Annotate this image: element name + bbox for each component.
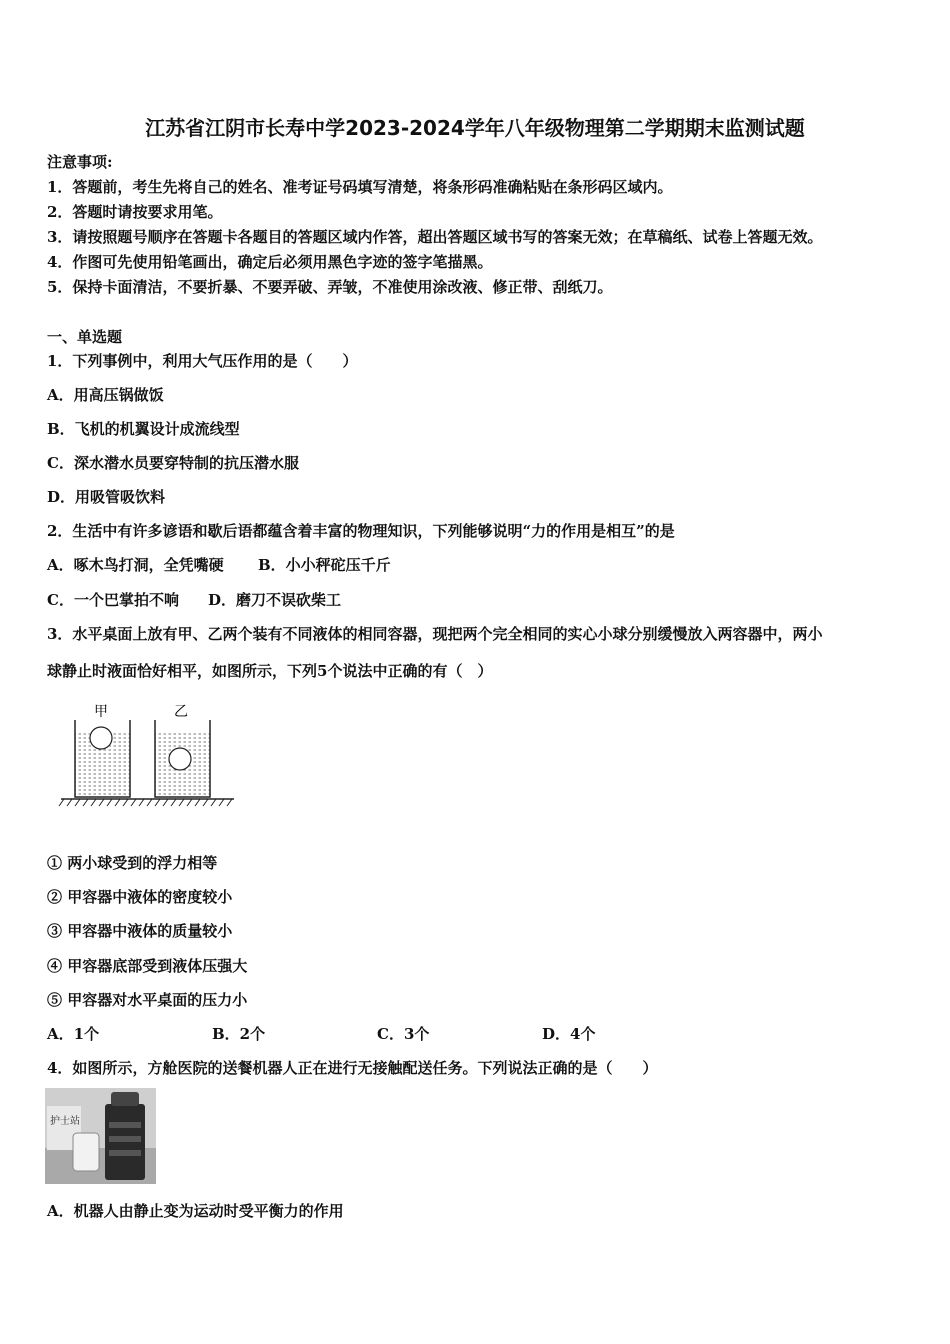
- q1-option-a: A．用高压锅做饭: [47, 386, 164, 404]
- question-3-stem: 3．水平桌面上放有甲、乙两个装有不同液体的相同容器，现把两个完全相同的实心小球分别缓慢放入两容器中，两小: [47, 625, 823, 643]
- notice-item: 5．保持卡面清洁，不要折暴、不要弄破、弄皱，不准使用涂改液、修正带、刮纸刀。: [47, 278, 613, 296]
- q3-statement-1: ① 两小球受到的浮力相等: [47, 854, 218, 872]
- q2-option-b: B．小小秤砣压千斤: [258, 556, 391, 574]
- question-4-stem: 4．如图所示，方舱医院的送餐机器人正在进行无接触配送任务。下列说法正确的是（ ）: [47, 1059, 658, 1077]
- page-title: 江苏省江阴市长寿中学2023-2024学年八年级物理第二学期期末监测试题: [145, 116, 805, 140]
- q4-option-a: A．机器人由静止变为运动时受平衡力的作用: [47, 1202, 344, 1220]
- q3-statement-4: ④ 甲容器底部受到液体压强大: [47, 957, 248, 975]
- container-label-yi: 乙: [174, 704, 188, 720]
- q3-statement-5: ⑤ 甲容器对水平桌面的压力小: [47, 991, 248, 1009]
- container-label-jia: 甲: [94, 704, 108, 720]
- notice-item: 2．答题时请按要求用笔。: [47, 203, 223, 221]
- q1-option-b: B．飞机的机翼设计成流线型: [47, 420, 240, 438]
- question-3-stem-cont: 球静止时液面恰好相平，如图所示，下列5个说法中正确的有（ ）: [47, 662, 493, 680]
- q3-option-d: D．4个: [542, 1025, 596, 1043]
- q3-statement-2: ② 甲容器中液体的密度较小: [47, 888, 233, 906]
- question-2-stem: 2．生活中有许多谚语和歇后语都蕴含着丰富的物理知识，下列能够说明“力的作用是相互”的是: [47, 522, 675, 540]
- ball-jia: [90, 727, 112, 749]
- q3-option-b: B．2个: [212, 1025, 266, 1043]
- q2-option-c: C．一个巴掌拍不响: [47, 591, 179, 609]
- notice-item: 3．请按照题号顺序在答题卡各题目的答题区域内作答，超出答题区域书写的答案无效；在草稿纸、试卷上答题无效。: [47, 228, 823, 246]
- q3-statement-3: ③ 甲容器中液体的质量较小: [47, 922, 233, 940]
- question-1-stem: 1．下列事例中，利用大气压作用的是（ ）: [47, 352, 358, 370]
- ball-yi: [169, 748, 191, 770]
- nurse-station-sign: 护士站: [50, 1116, 80, 1127]
- notice-item: 1．答题前，考生先将自己的姓名、准考证号码填写清楚，将条形码准确粘贴在条形码区域内。: [47, 178, 673, 196]
- q3-option-a: A．1个: [47, 1025, 100, 1043]
- q2-option-d: D．磨刀不误砍柴工: [208, 591, 342, 609]
- notice-item: 4．作图可先使用铅笔画出，确定后必须用黑色字迹的签字笔描黑。: [47, 253, 493, 271]
- section-heading: 一、单选题: [47, 328, 123, 346]
- q2-option-a: A．啄木鸟打洞，全凭嘴硬: [47, 556, 224, 574]
- robot-photo: [45, 1088, 156, 1184]
- table-hatching: [59, 799, 232, 806]
- containers-figure: [58, 700, 238, 810]
- q1-option-d: D．用吸管吸饮料: [47, 488, 166, 506]
- q3-option-c: C．3个: [377, 1025, 430, 1043]
- notice-heading: 注意事项:: [47, 153, 113, 171]
- q1-option-c: C．深水潜水员要穿特制的抗压潜水服: [47, 454, 299, 472]
